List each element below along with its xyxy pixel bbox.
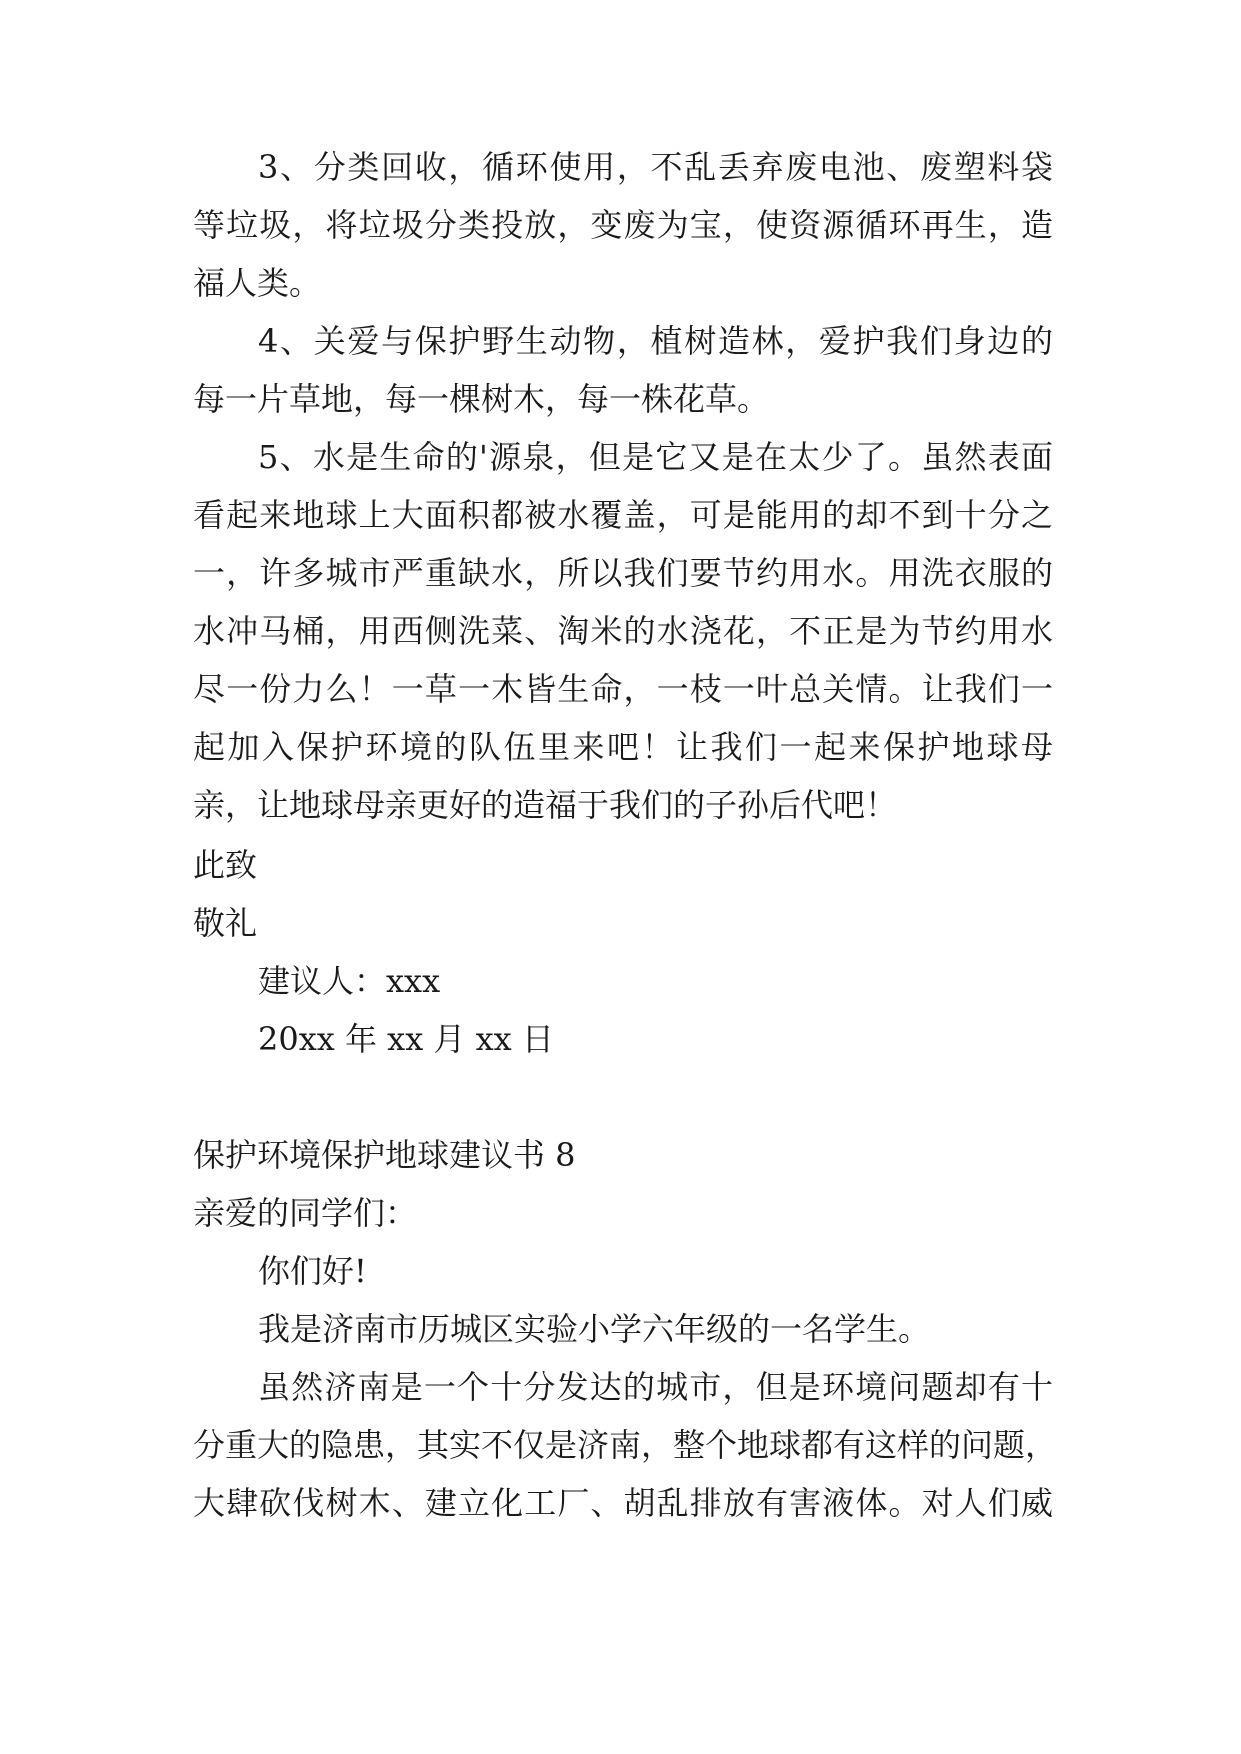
paragraph-line: 4、关爱与保护野生动物，植树造林，爱护我们身边的	[258, 322, 1053, 360]
greeting: 亲爱的同学们：	[193, 1194, 418, 1232]
closing-salutation: 此致	[193, 846, 258, 884]
paragraph-line: 亲，让地球母亲更好的造福于我们的子孙后代吧！	[193, 786, 898, 824]
paragraph-line: 大肆砍伐树木、建立化工厂、胡乱排放有害液体。对人们威	[193, 1484, 1053, 1522]
section-title: 保护环境保护地球建议书 8	[193, 1136, 576, 1174]
paragraph-line: 分重大的隐患，其实不仅是济南，整个地球都有这样的问题，	[193, 1426, 1058, 1464]
paragraph-line: 一，许多城市严重缺水，所以我们要节约用水。用洗衣服的	[193, 554, 1053, 592]
closing-regards: 敬礼	[193, 904, 258, 942]
paragraph-line: 每一片草地，每一棵树木，每一株花草。	[193, 380, 770, 418]
paragraph-line: 看起来地球上大面积都被水覆盖，可是能用的却不到十分之	[193, 496, 1053, 534]
paragraph-line: 水冲马桶，用西侧洗菜、淘米的水浇花，不正是为节约用水	[193, 612, 1053, 650]
paragraph-line: 5、水是生命的'源泉，但是它又是在太少了。虽然表面	[258, 438, 1053, 476]
paragraph-line: 尽一份力么！一草一木皆生命，一枝一叶总关情。让我们一	[193, 670, 1053, 708]
paragraph-line: 虽然济南是一个十分发达的城市，但是环境问题却有十	[258, 1368, 1053, 1406]
paragraph-line: 福人类。	[193, 264, 322, 302]
paragraph-line: 等垃圾，将垃圾分类投放，变废为宝，使资源循环再生，造	[193, 206, 1053, 244]
paragraph-line: 我是济南市历城区实验小学六年级的一名学生。	[258, 1310, 931, 1348]
signature-date: 20xx 年 xx 月 xx 日	[258, 1020, 554, 1058]
signature-name: 建议人：xxx	[258, 962, 441, 1000]
greeting-hello: 你们好!	[258, 1252, 367, 1290]
paragraph-line: 3、分类回收，循环使用，不乱丢弃废电池、废塑料袋	[258, 148, 1053, 186]
paragraph-line: 起加入保护环境的队伍里来吧！让我们一起来保护地球母	[193, 728, 1053, 766]
